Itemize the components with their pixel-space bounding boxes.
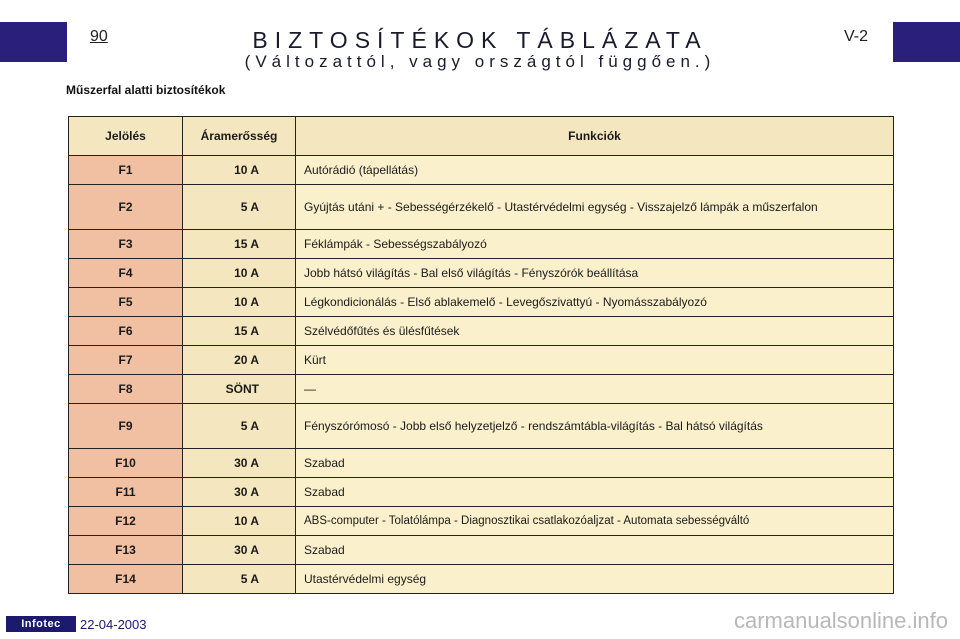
fuse-id: F8 xyxy=(69,375,183,404)
fuse-id: F10 xyxy=(69,449,183,478)
table-row xyxy=(69,230,894,259)
page-subtitle: (Változattól, vagy országtól függően.) xyxy=(244,52,716,71)
fuse-function: Jobb hátsó világítás - Bal első világítás - Fényszórók beállítása xyxy=(296,259,894,288)
fuse-function: Féklámpák - Sebességszabályozó xyxy=(296,230,894,259)
table-row xyxy=(69,156,894,185)
fuse-function: Szélvédőfűtés és ülésfűtések xyxy=(296,317,894,346)
fuse-function: Autórádió (tápellátás) xyxy=(296,156,894,185)
fuse-amperage: 15 A xyxy=(183,317,296,346)
table-row xyxy=(69,375,894,404)
fuse-function: Fényszórómosó - Jobb első helyzetjelző - rendszámtábla-világítás - Bal hátsó világítás xyxy=(296,404,894,449)
fuse-amperage: 5 A xyxy=(183,565,296,594)
section-heading: Műszerfal alatti biztosítékok xyxy=(66,83,226,97)
fuse-id: F14 xyxy=(69,565,183,594)
fuse-id: F3 xyxy=(69,230,183,259)
table-row xyxy=(69,259,894,288)
table-row xyxy=(69,536,894,565)
table-header-row xyxy=(69,117,894,156)
section-code: V-2 xyxy=(843,28,868,45)
fuse-amperage: 20 A xyxy=(183,346,296,375)
fuse-function: — xyxy=(296,375,894,404)
table-row xyxy=(69,185,894,230)
fuse-amperage: 10 A xyxy=(183,259,296,288)
fuse-function: Szabad xyxy=(296,449,894,478)
fuse-function: Kürt xyxy=(296,346,894,375)
table-row xyxy=(69,478,894,507)
table-row xyxy=(69,565,894,594)
fuse-id: F4 xyxy=(69,259,183,288)
fuse-function: Szabad xyxy=(296,478,894,507)
fuse-amperage: 10 A xyxy=(183,507,296,536)
fuse-amperage: 15 A xyxy=(183,230,296,259)
fuse-function: Utastérvédelmi egység xyxy=(296,565,894,594)
column-header-functions: Funkciók xyxy=(296,117,894,156)
fuse-id: F11 xyxy=(69,478,183,507)
table-row xyxy=(69,317,894,346)
fuse-id: F1 xyxy=(69,156,183,185)
table-row xyxy=(69,449,894,478)
fuse-function: ABS-computer - Tolatólámpa - Diagnosztikai csatlakozóaljzat - Automata sebességváltó xyxy=(296,507,894,536)
page-title: BIZTOSÍTÉKOK TÁBLÁZATA xyxy=(252,27,708,53)
fuse-id: F12 xyxy=(69,507,183,536)
fuse-amperage: 30 A xyxy=(183,478,296,507)
fuse-id: F13 xyxy=(69,536,183,565)
table-row xyxy=(69,404,894,449)
fuse-amperage: 5 A xyxy=(183,185,296,230)
fuse-amperage: 10 A xyxy=(183,288,296,317)
fuse-function: Légkondicionálás - Első ablakemelő - Levegőszivattyú - Nyomásszabályozó xyxy=(296,288,894,317)
infotec-logo: Infotec xyxy=(6,616,76,632)
table-row xyxy=(69,507,894,536)
column-header-amperage: Áramerősség xyxy=(183,117,296,156)
fuse-id: F6 xyxy=(69,317,183,346)
page-number: 90 xyxy=(90,28,108,45)
fuse-id: F9 xyxy=(69,404,183,449)
fuse-id: F2 xyxy=(69,185,183,230)
fuse-amperage: SÖNT xyxy=(183,375,296,404)
column-header-id: Jelölés xyxy=(69,117,183,156)
fuse-function: Szabad xyxy=(296,536,894,565)
fuse-amperage: 10 A xyxy=(183,156,296,185)
fuse-amperage: 5 A xyxy=(183,404,296,449)
fuse-id: F7 xyxy=(69,346,183,375)
watermark: carmanualsonline.info xyxy=(733,608,948,633)
footer-date: 22-04-2003 xyxy=(80,617,147,632)
fuse-amperage: 30 A xyxy=(183,536,296,565)
table-row xyxy=(69,346,894,375)
fuse-id: F5 xyxy=(69,288,183,317)
fuse-table xyxy=(68,116,894,594)
fuse-function: Gyújtás utáni + - Sebességérzékelő - Utastérvédelmi egység - Visszajelző lámpák a műszerfalon xyxy=(296,185,894,230)
table-row xyxy=(69,288,894,317)
fuse-amperage: 30 A xyxy=(183,449,296,478)
